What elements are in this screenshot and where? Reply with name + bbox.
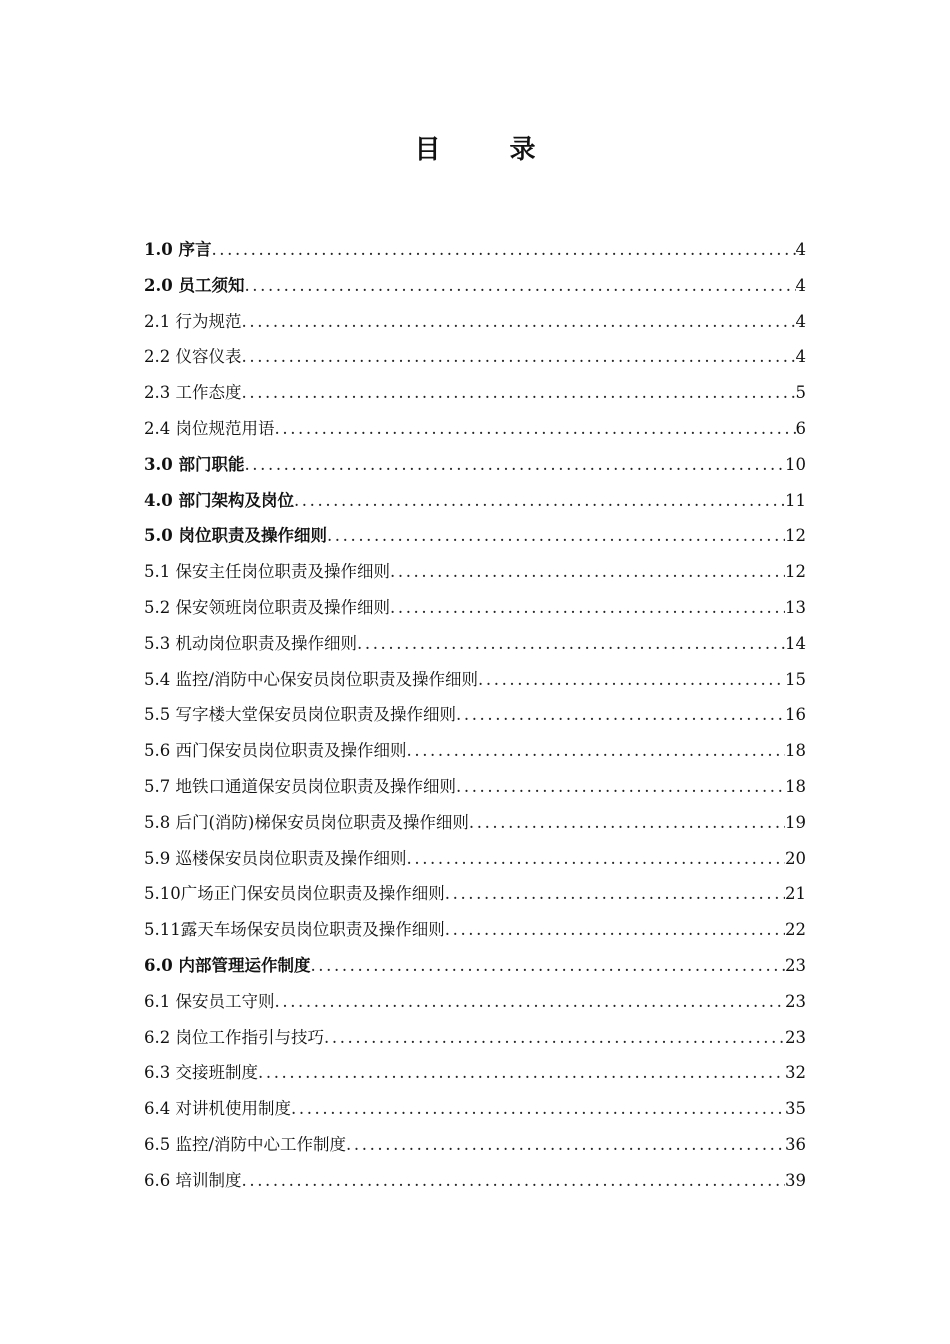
toc-entry-title: 2.1 行为规范 — [144, 311, 242, 331]
toc-leader-dots — [407, 841, 786, 877]
toc-list — [144, 232, 806, 1199]
toc-entry-title: 2.0 员工须知 — [144, 275, 245, 295]
toc-leader-dots — [242, 1163, 786, 1199]
toc-leader-dots — [357, 626, 785, 662]
toc-entry-page-number: 11 — [785, 490, 806, 510]
toc-leader-dots — [407, 733, 786, 769]
toc-leader-dots — [244, 268, 795, 304]
toc-leader-dots — [390, 554, 785, 590]
toc-entry[interactable] — [144, 876, 806, 912]
toc-entry[interactable] — [144, 733, 806, 769]
toc-leader-dots — [478, 662, 785, 698]
toc-entry-page-number: 18 — [785, 741, 806, 761]
toc-entry[interactable] — [144, 268, 806, 304]
toc-entry[interactable] — [144, 948, 806, 984]
toc-entry-title: 5.7 地铁口通道保安员岗位职责及操作细则 — [144, 776, 456, 796]
toc-leader-dots — [346, 1127, 785, 1163]
toc-entry[interactable] — [144, 662, 806, 698]
toc-entry-title: 6.3 交接班制度 — [144, 1063, 258, 1083]
toc-entry-page-number: 4 — [795, 240, 806, 259]
toc-entry[interactable] — [144, 554, 806, 590]
toc-leader-dots — [291, 1091, 785, 1127]
toc-leader-dots — [445, 876, 785, 912]
toc-leader-dots — [469, 805, 785, 841]
toc-entry-page-number: 23 — [785, 955, 806, 975]
toc-leader-dots — [324, 1020, 785, 1056]
toc-entry-page-number: 14 — [785, 633, 806, 653]
toc-entry[interactable] — [144, 304, 806, 340]
toc-leader-dots — [310, 948, 785, 984]
toc-entry[interactable] — [144, 447, 806, 483]
toc-entry[interactable] — [144, 697, 806, 733]
toc-leader-dots — [242, 339, 796, 375]
toc-entry-title: 5.11露天车场保安员岗位职责及操作细则 — [144, 920, 445, 940]
toc-entry[interactable] — [144, 483, 806, 519]
toc-entry-page-number: 16 — [785, 705, 806, 725]
toc-entry[interactable] — [144, 1127, 806, 1163]
toc-title: 目 录 — [414, 135, 566, 165]
toc-entry[interactable] — [144, 1163, 806, 1199]
toc-entry-page-number: 6 — [795, 418, 806, 438]
toc-entry-title: 5.0 岗位职责及操作细则 — [144, 526, 327, 546]
toc-entry-page-number: 4 — [795, 311, 806, 331]
toc-entry-page-number: 4 — [795, 347, 806, 367]
toc-leader-dots — [275, 411, 796, 447]
toc-entry[interactable] — [144, 984, 806, 1020]
toc-entry-title: 5.6 西门保安员岗位职责及操作细则 — [144, 741, 407, 761]
toc-entry-title: 5.4 监控/消防中心保安员岗位职责及操作细则 — [144, 669, 479, 689]
toc-entry[interactable] — [144, 411, 806, 447]
toc-leader-dots — [390, 590, 785, 626]
toc-leader-dots — [445, 912, 785, 948]
toc-entry[interactable] — [144, 805, 806, 841]
toc-entry-page-number: 36 — [785, 1134, 806, 1154]
toc-entry-page-number: 10 — [785, 454, 806, 474]
toc-entry-page-number: 19 — [785, 812, 806, 832]
toc-entry-title: 6.6 培训制度 — [144, 1170, 242, 1190]
toc-entry-page-number: 32 — [785, 1063, 806, 1083]
toc-leader-dots — [456, 769, 785, 805]
toc-leader-dots — [456, 697, 785, 733]
toc-entry-title: 5.1 保安主任岗位职责及操作细则 — [144, 562, 390, 582]
toc-leader-dots — [258, 1055, 785, 1091]
toc-entry[interactable] — [144, 1091, 806, 1127]
toc-leader-dots — [242, 304, 796, 340]
toc-entry[interactable] — [144, 339, 806, 375]
toc-entry-page-number: 20 — [785, 848, 806, 868]
toc-entry[interactable] — [144, 912, 806, 948]
toc-entry-title: 5.2 保安领班岗位职责及操作细则 — [144, 597, 390, 617]
toc-entry-page-number: 39 — [785, 1170, 806, 1190]
toc-entry-page-number: 5 — [795, 383, 806, 403]
toc-leader-dots — [242, 375, 796, 411]
toc-entry[interactable] — [144, 590, 806, 626]
toc-entry-page-number: 21 — [785, 884, 806, 904]
toc-entry-page-number: 12 — [785, 562, 806, 582]
toc-entry-title: 5.10广场正门保安员岗位职责及操作细则 — [144, 884, 445, 904]
toc-entry-title: 4.0 部门架构及岗位 — [144, 490, 294, 510]
toc-entry-page-number: 22 — [785, 920, 806, 940]
toc-leader-dots — [294, 483, 785, 519]
toc-entry-title: 6.4 对讲机使用制度 — [144, 1099, 291, 1119]
toc-entry-title: 1.0 序言 — [144, 240, 212, 259]
toc-entry[interactable] — [144, 769, 806, 805]
toc-entry-page-number: 23 — [785, 1027, 806, 1047]
toc-leader-dots — [327, 518, 785, 554]
toc-entry-title: 6.5 监控/消防中心工作制度 — [144, 1134, 347, 1154]
toc-entry[interactable] — [144, 841, 806, 877]
toc-entry[interactable] — [144, 232, 806, 268]
toc-entry[interactable] — [144, 375, 806, 411]
toc-entry-title: 5.8 后门(消防)梯保安员岗位职责及操作细则 — [144, 812, 469, 832]
toc-entry-title: 6.1 保安员工守则 — [144, 991, 275, 1011]
toc-leader-dots — [211, 232, 795, 268]
toc-entry-page-number: 12 — [785, 526, 806, 546]
toc-entry-title: 5.5 写字楼大堂保安员岗位职责及操作细则 — [144, 705, 456, 725]
toc-entry-title: 6.0 内部管理运作制度 — [144, 955, 311, 975]
toc-entry-title: 5.9 巡楼保安员岗位职责及操作细则 — [144, 848, 407, 868]
toc-entry[interactable] — [144, 1020, 806, 1056]
toc-entry-page-number: 13 — [785, 597, 806, 617]
toc-entry-title: 6.2 岗位工作指引与技巧 — [144, 1027, 324, 1047]
toc-entry-page-number: 35 — [785, 1099, 806, 1119]
toc-leader-dots — [244, 447, 785, 483]
toc-entry[interactable] — [144, 626, 806, 662]
toc-entry-title: 2.4 岗位规范用语 — [144, 418, 275, 438]
toc-entry-title: 2.2 仪容仪表 — [144, 347, 242, 367]
toc-entry-page-number: 18 — [785, 776, 806, 796]
toc-entry-page-number: 15 — [785, 669, 806, 689]
toc-entry[interactable] — [144, 518, 806, 554]
toc-leader-dots — [275, 984, 786, 1020]
toc-entry-title: 2.3 工作态度 — [144, 383, 242, 403]
toc-entry-title: 5.3 机动岗位职责及操作细则 — [144, 633, 357, 653]
toc-entry-page-number: 4 — [795, 275, 806, 295]
toc-entry-title: 3.0 部门职能 — [144, 454, 245, 474]
toc-entry-page-number: 23 — [785, 991, 806, 1011]
toc-entry[interactable] — [144, 1055, 806, 1091]
